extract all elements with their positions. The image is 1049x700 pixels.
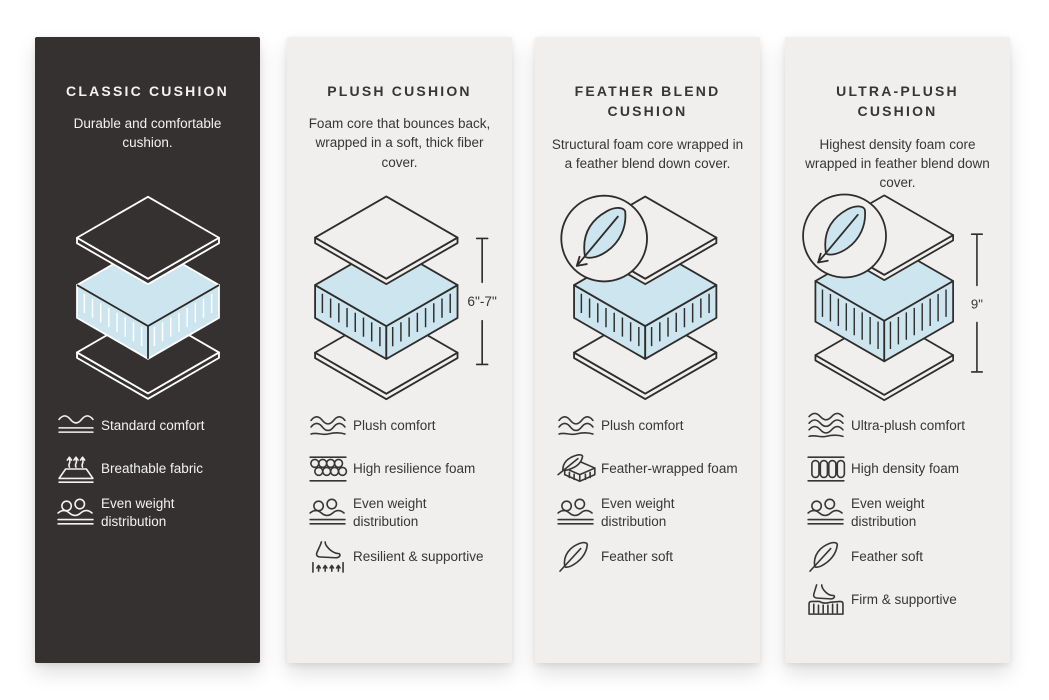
- feature-row: [555, 452, 750, 485]
- feather-badge-icon: [803, 195, 886, 278]
- feature-row: [805, 495, 1000, 530]
- feature-row: [805, 540, 1000, 573]
- feature-label: Plush comfort: [353, 417, 436, 433]
- double-wave-icon: [555, 410, 601, 442]
- even-weight-icon: [55, 497, 101, 529]
- feature-list: [555, 409, 750, 583]
- feature-label: Resilient & supportive: [353, 548, 484, 564]
- card-title: PLUSH CUSHION: [327, 83, 472, 99]
- feature-row: [805, 409, 1000, 442]
- cushion-illustration: [287, 187, 512, 405]
- feature-label: Even weight distribution: [353, 496, 427, 529]
- card-plush-cushion: [287, 37, 512, 663]
- feature-label: Plush comfort: [601, 417, 684, 433]
- triple-wave-icon: [805, 410, 851, 442]
- feature-label: High resilience foam: [353, 460, 476, 476]
- feature-row: [805, 452, 1000, 485]
- card-description: Durable and comfortable cushion.: [73, 116, 222, 151]
- feature-row: [307, 409, 502, 442]
- feature-label: Even weight distribution: [101, 496, 175, 529]
- feature-label: Even weight distribution: [851, 496, 925, 529]
- card-title: FEATHER BLEND CUSHION: [574, 83, 721, 120]
- thickness-measurement: 6"-7": [466, 294, 497, 310]
- feather-badge-icon: [561, 196, 647, 282]
- cushion-illustration: [785, 187, 1010, 405]
- card-title: ULTRA-PLUSH CUSHION: [836, 83, 959, 120]
- thickness-measure: [971, 234, 983, 372]
- firm-supportive-icon: [805, 584, 851, 616]
- thickness-measurement: 9": [970, 296, 983, 312]
- cushion-layers-diagram: [796, 190, 999, 402]
- feather-foam-icon: [555, 453, 601, 485]
- feature-row: [555, 409, 750, 442]
- cushion-illustration: [35, 187, 260, 405]
- feature-label: Ultra-plush comfort: [851, 417, 966, 433]
- even-weight-icon: [805, 497, 851, 529]
- thickness-measure: [467, 238, 497, 364]
- feature-row: [307, 495, 502, 530]
- double-wave-icon: [307, 410, 353, 442]
- even-weight-icon: [307, 497, 353, 529]
- feature-label: Feather soft: [851, 548, 924, 564]
- feature-label: Even weight distribution: [601, 496, 675, 529]
- feature-label: Standard comfort: [101, 417, 205, 433]
- card-ultra-plush-cushion: [785, 37, 1010, 663]
- feature-row: [555, 540, 750, 573]
- resilient-icon: [307, 541, 353, 573]
- cushion-layers-diagram: [57, 191, 239, 401]
- feature-row: [55, 452, 250, 485]
- feature-list: [55, 409, 250, 540]
- feature-label: Feather soft: [601, 548, 674, 564]
- card-description: Highest density foam core wrapped in feather blend down cover.: [805, 136, 990, 190]
- wave-icon: [55, 410, 101, 442]
- honeycomb-foam-icon: [307, 453, 353, 485]
- card-title: CLASSIC CUSHION: [66, 83, 229, 99]
- feature-row: [555, 495, 750, 530]
- density-foam-icon: [805, 453, 851, 485]
- feature-row: [307, 452, 502, 485]
- feature-row: [307, 540, 502, 573]
- cushion-layers-diagram: [554, 191, 741, 401]
- feather-icon: [555, 541, 601, 573]
- cushion-illustration: [535, 187, 760, 405]
- feature-row: [55, 409, 250, 442]
- even-weight-icon: [555, 497, 601, 529]
- feature-row: [55, 495, 250, 530]
- feature-row: [805, 583, 1000, 616]
- breathable-fabric-icon: [55, 453, 101, 485]
- cushion-layers-diagram: [295, 191, 505, 401]
- feature-list: [805, 409, 1000, 626]
- feature-list: [307, 409, 502, 583]
- feature-label: Breathable fabric: [101, 460, 204, 476]
- feature-label: Feather-wrapped foam: [601, 460, 738, 476]
- card-description: Foam core that bounces back, wrapped in a soft, thick fiber cover.: [308, 116, 491, 170]
- feature-label: High density foam: [851, 460, 960, 476]
- feature-label: Firm & supportive: [851, 591, 957, 607]
- feather-icon: [805, 541, 851, 573]
- card-feather-blend-cushion: [535, 37, 760, 663]
- card-classic-cushion: [35, 37, 260, 663]
- card-description: Structural foam core wrapped in a feather blend down cover.: [551, 136, 744, 171]
